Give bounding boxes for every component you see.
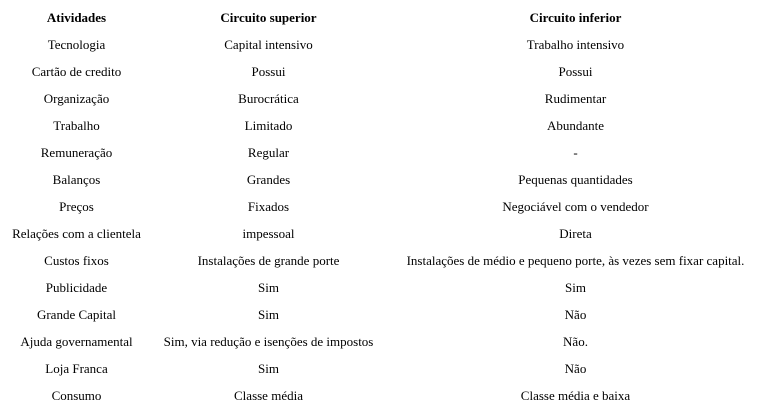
header-circuito-superior: Circuito superior [220,10,317,25]
activity-cell: Consumo [51,388,102,403]
table-row [0,31,767,58]
activity-cell: Preços [59,199,94,214]
activity-cell: Organização [43,91,110,106]
superior-cell: Instalações de grande porte [197,253,340,268]
inferior-cell: Não [564,307,587,322]
table-row [0,247,767,274]
activity-cell: Trabalho [53,118,100,133]
superior-cell: Sim [258,307,279,322]
activity-cell: Cartão de credito [31,64,122,79]
inferior-cell: Não [564,361,587,376]
superior-cell: Capital intensivo [224,37,313,52]
table-row [0,220,767,247]
activity-cell: Grande Capital [36,307,117,322]
superior-cell: Burocrática [238,91,299,106]
activity-cell: Remuneração [40,145,113,160]
inferior-cell: - [573,145,578,160]
superior-cell: impessoal [242,226,295,241]
table-row [0,193,767,220]
header-atividades: Atividades [46,10,107,25]
table-row [0,382,767,409]
inferior-cell: Abundante [546,118,605,133]
activity-cell: Relações com a clientela [12,226,141,241]
activity-cell: Loja Franca [45,361,108,376]
activity-cell: Custos fixos [44,253,109,268]
table-row [0,166,767,193]
superior-cell: Sim, via redução e isenções de impostos [163,334,374,349]
superior-cell: Limitado [244,118,293,133]
inferior-cell: Pequenas quantidades [518,172,633,187]
activity-cell: Ajuda governamental [20,334,133,349]
table-row [0,301,767,328]
activity-cell: Tecnologia [47,37,106,52]
superior-cell: Grandes [246,172,291,187]
inferior-cell: Sim [565,280,586,295]
table-row [0,355,767,382]
inferior-cell: Instalações de médio e pequeno porte, às vezes sem fixar capital. [406,253,745,268]
inferior-cell: Possui [558,64,593,79]
table-row [0,58,767,85]
superior-cell: Possui [251,64,286,79]
table-row [0,139,767,166]
superior-cell: Sim [258,280,279,295]
superior-cell: Regular [247,145,290,160]
table-header-row [0,4,767,31]
table-row [0,85,767,112]
superior-cell: Fixados [247,199,290,214]
activity-cell: Balanços [52,172,101,187]
table-row [0,112,767,139]
inferior-cell: Negociável com o vendedor [502,199,649,214]
superior-cell: Sim [258,361,279,376]
inferior-cell: Rudimentar [544,91,607,106]
inferior-cell: Não. [563,334,588,349]
inferior-cell: Classe média e baixa [520,388,631,403]
inferior-cell: Trabalho intensivo [526,37,625,52]
header-circuito-inferior: Circuito inferior [529,10,622,25]
inferior-cell: Direta [559,226,592,241]
superior-cell: Classe média [234,388,303,403]
activity-cell: Publicidade [45,280,108,295]
table-row [0,274,767,301]
table-row [0,328,767,355]
